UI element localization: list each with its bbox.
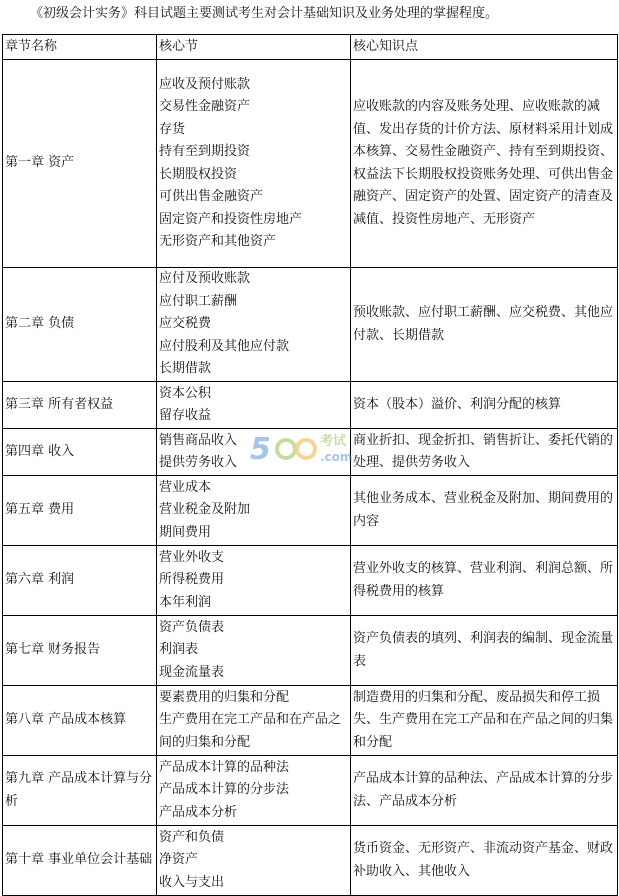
core-section-item: 所得税费用 [159,572,225,588]
core-sections-cell [157,826,351,896]
chapter-name-cell: 第三章 所有者权益 [3,382,157,429]
header-sections: 核心节 [157,35,351,60]
chapter-name-cell: 第十章 事业单位会计基础 [3,826,157,896]
table-row [3,826,618,896]
core-section-item: 固定资产和投资性房地产 [159,211,303,227]
core-section-item: 应付股利及其他应付款 [159,338,290,354]
core-sections-cell [157,616,351,686]
core-section-item: 资本公积 [159,385,212,401]
table-row [3,429,618,476]
core-section-item: 无形资产和其他资产 [159,234,277,249]
chapter-name-cell: 第六章 利润 [3,546,157,616]
table-row [3,616,618,686]
chapter-name-cell: 第二章 负债 [3,268,157,382]
core-section-item: 持有至到期投资 [159,144,251,159]
core-section-item: 资产和负债 [159,829,225,845]
key-points-cell: 资本（股本）溢价、利润分配的核算 [351,382,618,429]
table-row [3,476,618,546]
table-row [3,756,618,826]
key-points-cell: 其他业务成本、营业税金及附加、期间费用的内容 [351,476,618,546]
core-section-item: 应收及预付账款 [159,76,251,92]
core-section-item: 产品成本计算的分步法 [159,782,290,798]
chapter-name-cell: 第四章 收入 [3,429,157,476]
watermark-text-bottom: .com [320,450,353,464]
table-row [3,382,618,429]
core-section-item: 提供劳务收入 [159,455,238,470]
watermark-text-top: 考试 [320,434,347,449]
key-points-cell: 营业外收支的核算、营业利润、利润总额、所得税费用的核算 [351,546,618,616]
core-section-item: 产品成本计算的品种法 [159,759,290,775]
core-section-item: 净资产 [159,852,199,868]
key-points-cell: 应收账款的内容及账务处理、应收账款的减值、发出存货的计价方法、原材料采用计划成本核算、交易性金融资产、持有至到期投资、权益法下长期股权投资账务处理、可供出售金融资产、固定资产的处置、固定资产的清查及减值、投资性房地产、无形资产 [351,60,618,268]
syllabus-table [2,34,618,896]
core-section-item: 现金流量表 [159,664,225,680]
core-section-item: 销售商品收入 [159,432,238,448]
key-points-cell: 预收账款、应付职工薪酬、应交税费、其他应付款、长期借款 [351,268,618,382]
key-points-cell: 制造费用的归集和分配、废品损失和停工损失、生产费用在完工产品和在产品之间的归集和分配 [351,686,618,756]
core-section-item: 长期借款 [159,361,212,377]
core-section-item: 营业成本 [159,479,212,495]
key-points-cell: 产品成本计算的品种法、产品成本计算的分步法、产品成本分析 [351,756,618,826]
core-sections-cell [157,429,351,476]
chapter-name-cell: 第五章 费用 [3,476,157,546]
core-section-item: 资产负债表 [159,619,225,635]
core-section-item: 存货 [159,121,186,137]
core-section-item: 本年利润 [159,594,212,610]
table-row [3,686,618,756]
key-points-cell: 商业折扣、现金折扣、销售折让、委托代销的处理、提供劳务收入 [351,429,618,476]
core-section-item: 留存收益 [159,408,212,423]
core-section-item: 应交税费 [159,316,212,332]
core-section-item: 利润表 [159,642,199,658]
core-sections-cell [157,756,351,826]
core-sections-cell [157,268,351,382]
header-key-points: 核心知识点 [351,35,618,60]
chapter-name-cell: 第一章 资产 [3,60,157,268]
core-section-item: 长期股权投资 [159,166,238,182]
core-section-item: 应付及预收账款 [159,271,251,287]
core-sections-cell [157,382,351,429]
core-section-item: 产品成本分析 [159,804,238,820]
core-section-item: 营业外收支 [159,549,225,565]
core-sections-cell [157,686,351,756]
table-row [3,546,618,616]
table-row [3,268,618,382]
table-header-row [3,35,618,60]
core-sections-cell [157,60,351,268]
intro-text: 《初级会计实务》科目试题主要测试考生对会计基础知识及业务处理的掌握程度。 [30,6,499,21]
key-points-cell: 货币资金、无形资产、非流动资产基金、财政补助收入、其他收入 [351,826,618,896]
watermark-digit-5: 5 [250,432,271,467]
header-chapter: 章节名称 [3,35,157,60]
table-row [3,60,618,268]
core-section-item: 交易性金融资产 [159,99,251,114]
core-section-item: 营业税金及附加 [159,502,251,518]
key-points-cell: 资产负债表的填列、利润表的编制、现金流量表 [351,616,618,686]
core-section-item: 收入与支出 [159,874,225,890]
core-section-item: 生产费用在完工产品和在产品之间的归集和分配 [159,712,342,750]
chapter-name-cell: 第八章 产品成本核算 [3,686,157,756]
core-section-item: 应付职工薪酬 [159,293,238,309]
core-section-item: 要素费用的归集和分配 [159,689,290,705]
core-section-item: 可供出售金融资产 [159,189,264,204]
core-sections-cell [157,476,351,546]
chapter-name-cell: 第七章 财务报告 [3,616,157,686]
chapter-name-cell: 第九章 产品成本计算与分析 [3,756,157,826]
core-sections-cell [157,546,351,616]
core-section-item: 期间费用 [159,524,212,540]
